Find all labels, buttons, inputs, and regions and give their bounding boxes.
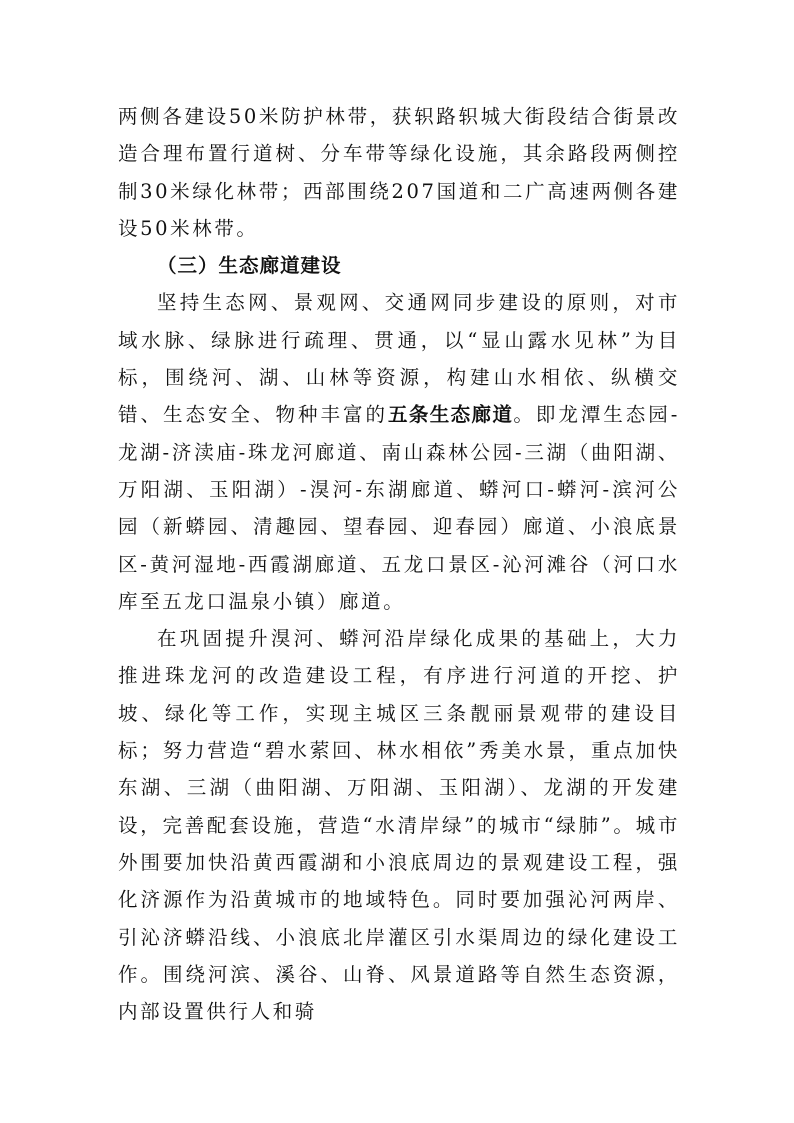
paragraph-text: 坚持生态网、景观网、交通网同步建设的原则，对市域水脉、绿脉进行疏理、贯通，以“显山露水见林”为目标，围绕河、湖、山林等资源，构建山水相依、纵横交错、生态安全、物种丰富的 bbox=[118, 291, 680, 427]
paragraph-text: 。即龙潭生态园-龙湖-济渎庙-珠龙河廊道、南山森林公园-三湖（曲阳湖、万阳湖、玉阳湖）-湨河-东湖廊道、蟒河口-蟒河-滨河公园（新蟒园、清趣园、望春园、迎春园）廊道、小浪底景区-黄河湿地-西霞湖廊道、五龙口景区-沁河滩谷（河口水库至五龙口温泉小镇）廊道。 bbox=[118, 403, 680, 613]
document-body bbox=[118, 98, 680, 1030]
paragraph-ecological-corridors bbox=[118, 284, 680, 620]
paragraph-continuation: 两侧各建设50米防护林带，获轵路轵城大街段结合街景改造合理布置行道树、分车带等绿化设施，其余路段两侧控制30米绿化林带；西部围绕207国道和二广高速两侧各建设50米林带。 bbox=[118, 105, 680, 240]
bold-phrase: 五条生态廊道 bbox=[387, 403, 514, 427]
paragraph-river-greening: 在巩固提升湨河、蟒河沿岸绿化成果的基础上，大力推进珠龙河的改造建设工程，有序进行河道的开挖、护坡、绿化等工作，实现主城区三条靓丽景观带的建设目标；努力营造“碧水萦回、林水相依”秀美水景，重点加快东湖、三湖（曲阳湖、万阳湖、玉阳湖）、龙湖的开发建设，完善配套设施，营造“水清岸绿”的城市“绿肺”。城市外围要加快沿黄西霞湖和小浪底周边的景观建设工程，强化济源作为沿黄城市的地域特色。同时要加强沁河两岸、引沁济蟒沿线、小浪底北岸灌区引水渠周边的绿化建设工作。围绕河滨、溪谷、山脊、风景道路等自然生态资源，内部设置供行人和骑 bbox=[118, 627, 680, 1024]
section-heading: （三）生态廊道建设 bbox=[157, 254, 342, 278]
